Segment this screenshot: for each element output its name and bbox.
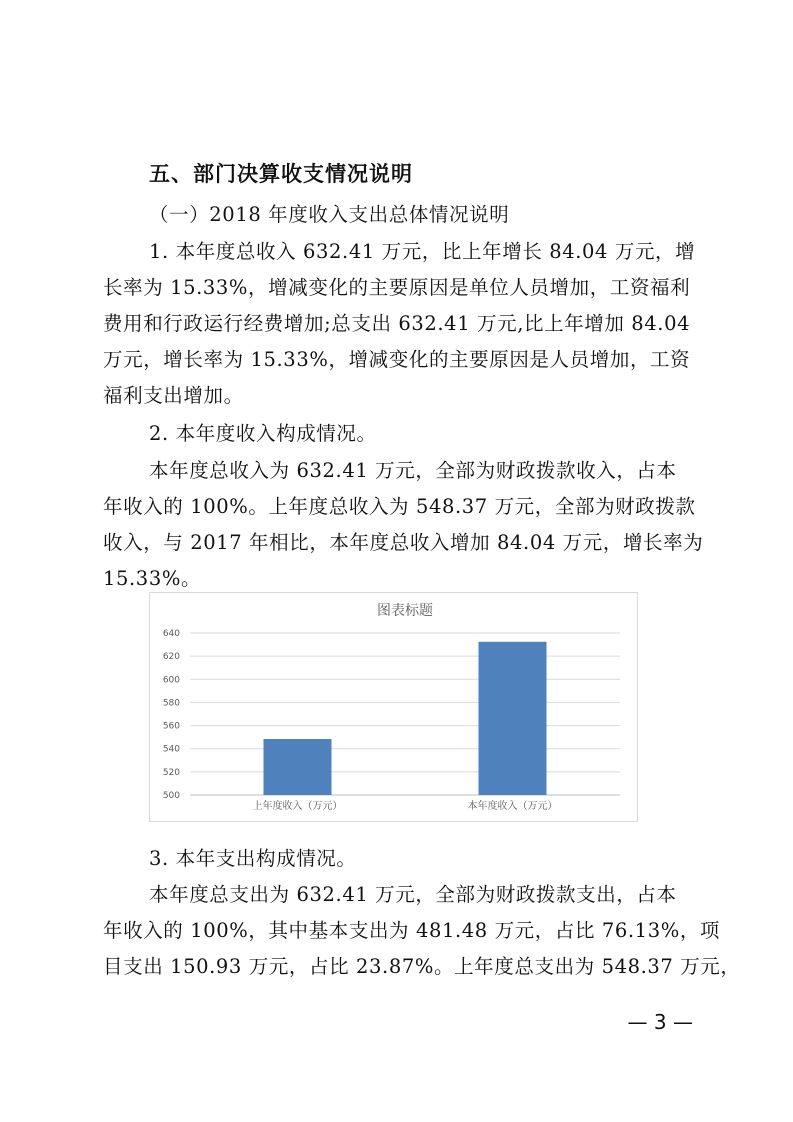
bar-current-year <box>479 642 547 795</box>
bar-previous-year <box>264 739 332 795</box>
y-tick-label: 640 <box>162 629 180 639</box>
paragraph3-line1: 本年度总支出为 632.41 万元，全部为财政拨款支出，占本 <box>149 883 677 906</box>
paragraph3-line2: 年收入的 100%，其中基本支出为 481.48 万元，占比 76.13%，项 <box>103 919 721 942</box>
paragraph2-line1: 本年度总收入为 632.41 万元，全部为财政拨款收入，占本 <box>149 459 677 482</box>
y-tick-label: 560 <box>162 721 180 732</box>
y-tick-label: 580 <box>162 698 180 709</box>
paragraph1-line1: 1. 本年度总收入 632.41 万元，比上年增长 84.04 万元，增 <box>149 240 696 263</box>
paragraph2-line4: 15.33%。 <box>103 567 202 590</box>
paragraph3-line3: 目支出 150.93 万元，占比 23.87%。上年度总支出为 548.37 万元， <box>103 955 741 978</box>
paragraph1-line5: 福利支出增加。 <box>103 384 244 407</box>
section-heading: 五、部门决算收支情况说明 <box>149 162 413 186</box>
paragraph3-title: 3. 本年支出构成情况。 <box>149 847 357 870</box>
paragraph1-line4: 万元，增长率为 15.33%，增减变化的主要原因是人员增加，工资 <box>103 348 691 371</box>
income-bar-chart <box>149 592 638 822</box>
paragraph2-line2: 年收入的 100%。上年度总收入为 548.37 万元，全部为财政拨款 <box>103 495 696 518</box>
page-number: — 3 — <box>627 1010 693 1034</box>
y-tick-label: 600 <box>162 675 180 686</box>
y-tick-label: 500 <box>162 791 180 801</box>
chart-canvas <box>150 593 637 821</box>
chart-title: 图表标题 <box>377 603 433 619</box>
paragraph2-line3: 收入，与 2017 年相比，本年度总收入增加 84.04 万元，增长率为 <box>103 531 704 554</box>
y-tick-label: 520 <box>162 767 180 778</box>
paragraph1-line2: 长率为 15.33%，增减变化的主要原因是单位人员增加，工资福利 <box>103 276 691 299</box>
y-tick-label: 540 <box>162 744 180 755</box>
x-tick-label: 上年度收入（万元） <box>252 801 343 812</box>
x-tick-label: 本年度收入（万元） <box>467 801 558 812</box>
y-tick-label: 620 <box>162 652 180 663</box>
paragraph1-line3: 费用和行政运行经费增加;总支出 632.41 万元,比上年增加 84.04 <box>103 312 691 335</box>
subsection-heading: （一）2018 年度收入支出总体情况说明 <box>149 203 510 226</box>
paragraph2-title: 2. 本年度收入构成情况。 <box>149 422 377 445</box>
